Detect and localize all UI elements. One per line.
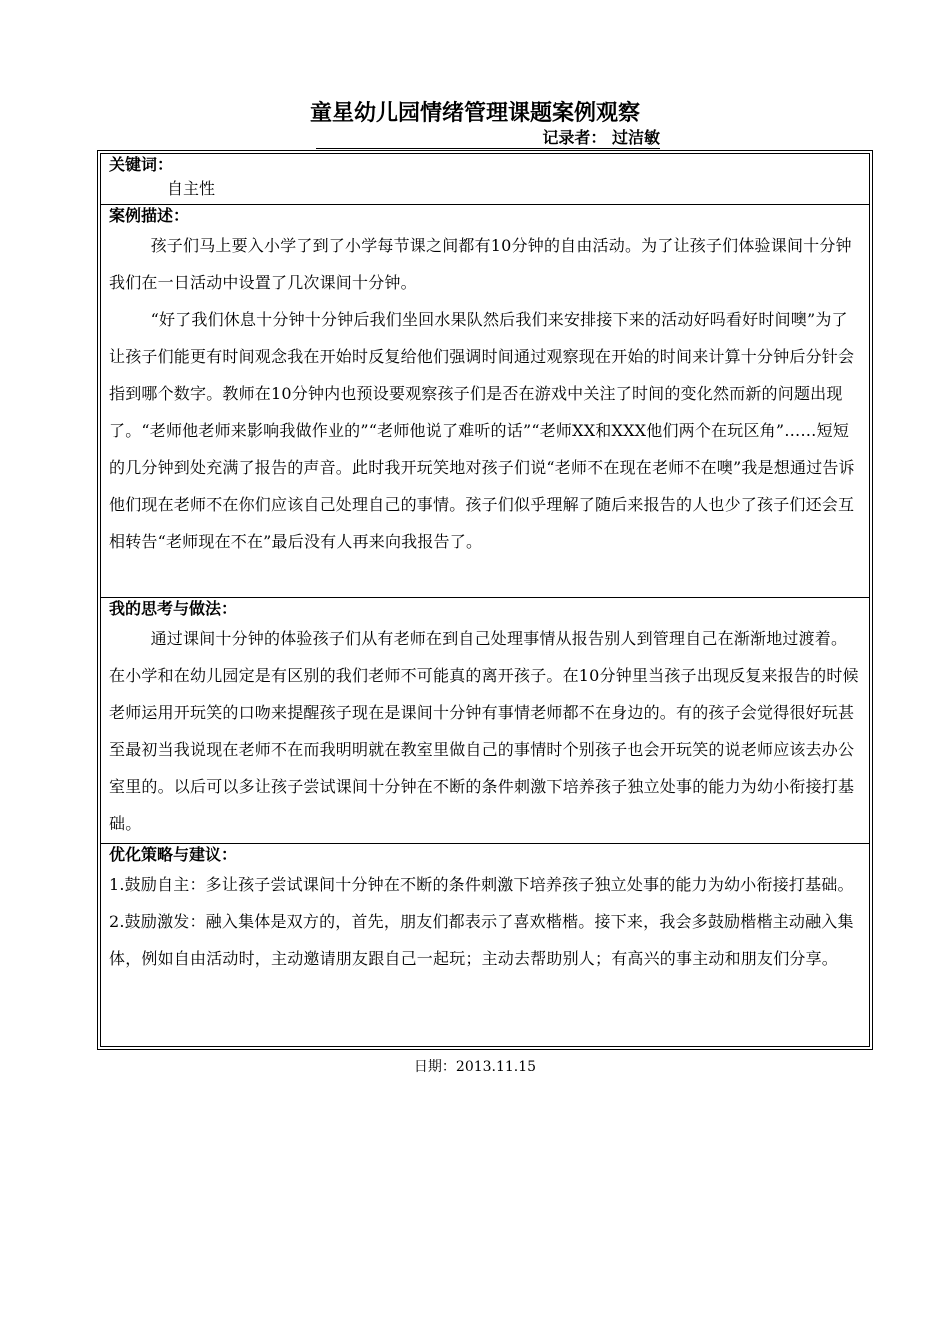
keywords-value: 自主性 bbox=[167, 179, 216, 198]
description-section bbox=[101, 205, 869, 598]
thinking-paragraph: 通过课间十分钟的体验孩子们从有老师在到自己处理事情从报告别人到管理自己在渐渐地过渡着。在小学和在幼儿园定是有区别的我们老师不可能真的离开孩子。在10分钟里当孩子出现反复来报告的时候老师运用开玩笑的口吻来提醒孩子现在是课间十分钟有事情老师都不在身边的。有的孩子会觉得很好玩甚至最初当我说现在老师不在而我明明就在教室里做自己的事情时个别孩子也会开玩笑的说老师应该去办公室里的。以后可以多让孩子尝试课间十分钟在不断的条件刺激下培养孩子独立处事的能力为幼小衔接打基础。 bbox=[109, 629, 859, 833]
thinking-heading: 我的思考与做法： bbox=[109, 599, 238, 618]
document-date: 日期：2013.11.15 bbox=[413, 1059, 537, 1075]
strategy-item: 2.鼓励激发：融入集体是双方的，首先，朋友们都表示了喜欢楷楷。接下来，我会多鼓励楷楷主动融入集体，例如自由活动时，主动邀请朋友跟自己一起玩；主动去帮助别人；有高兴的事主动和朋友们分享。 bbox=[109, 912, 854, 968]
strategy-heading: 优化策略与建议： bbox=[109, 845, 238, 864]
description-paragraph: 孩子们马上要入小学了到了小学每节课之间都有10分钟的自由活动。为了让孩子们体验课间十分钟我们在一日活动中设置了几次课间十分钟。 bbox=[109, 236, 852, 292]
keywords-section bbox=[101, 154, 869, 205]
case-table-inner bbox=[100, 153, 870, 1047]
description-paragraph: “好了我们休息十分钟十分钟后我们坐回水果队然后我们来安排接下来的活动好吗看好时间噢”为了让孩子们能更有时间观念我在开始时反复给他们强调时间通过观察现在开始的时间来计算十分钟后分针会指到哪个数字。教师在10分钟内也预设要观察孩子们是否在游戏中关注了时间的变化然而新的问题出现了。“老师他老师来影响我做作业的”“老师他说了难听的话”“老师XX和XXX他们两个在玩区角”……短短的几分钟到处充满了报告的声音。此时我开玩笑地对孩子们说“老师不在现在老师不在噢”我是想通过告诉他们现在老师不在你们应该自己处理自己的事情。孩子们似乎理解了随后来报告的人也少了孩子们还会互相转告“老师现在不在”最后没有人再来向我报告了。 bbox=[109, 310, 855, 551]
strategy-item: 1.鼓励自主：多让孩子尝试课间十分钟在不断的条件刺激下培养孩子独立处事的能力为幼小衔接打基础。 bbox=[109, 875, 854, 894]
document-title: 童星幼儿园情绪管理课题案例观察 bbox=[309, 101, 640, 126]
keywords-heading: 关键词： bbox=[109, 155, 174, 174]
thinking-section bbox=[101, 598, 869, 844]
recorder-line: 记录者： 过洁敏 bbox=[316, 128, 660, 149]
case-table bbox=[97, 150, 873, 1050]
description-heading: 案例描述： bbox=[109, 206, 190, 225]
strategy-section bbox=[101, 844, 869, 1048]
